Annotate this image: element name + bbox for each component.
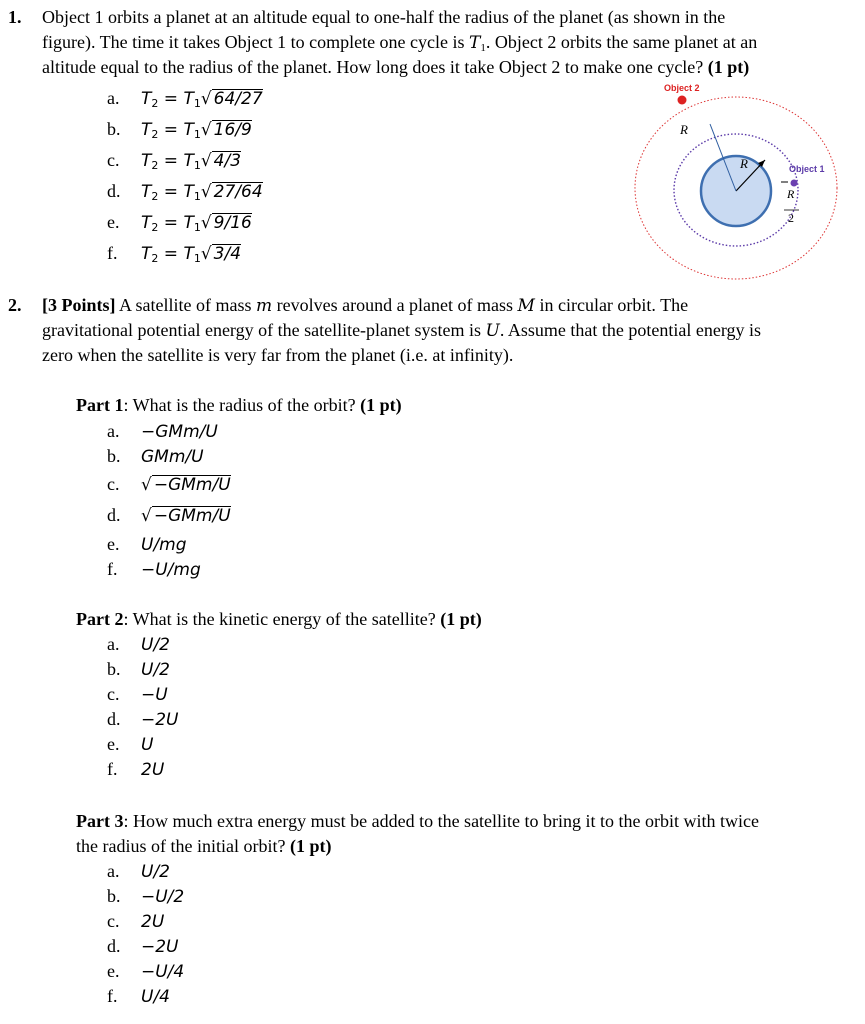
- sqrt-sign: √: [141, 506, 152, 526]
- option-value: −GMm/U: [141, 422, 218, 442]
- answer-option: [107, 859, 170, 884]
- option-value: U/4: [141, 987, 170, 1007]
- sqrt-sign: √: [200, 244, 212, 264]
- orbit-figure: [628, 78, 848, 288]
- option-value: −2U: [141, 710, 179, 730]
- sqrt-sign: √: [200, 213, 212, 233]
- q2-number: 2.: [8, 295, 22, 315]
- option-formula: [141, 89, 263, 109]
- sqrt-sign: √: [200, 89, 212, 109]
- q2-line3: zero when the satellite is very far from the planet (i.e. at infinity).: [42, 345, 514, 365]
- q2-line2: gravitational potential energy of the satellite-planet system is U. Assume that the potential energy is: [42, 320, 761, 341]
- option-value: U/mg: [141, 535, 187, 555]
- formula-mid: = T: [158, 213, 194, 233]
- formula-lhs: T: [141, 244, 152, 264]
- part2-prompt: Part 2: What is the kinetic energy of the satellite? (1 pt): [76, 609, 482, 629]
- option-label: f.: [107, 243, 118, 263]
- formula-lhs: T: [141, 89, 152, 109]
- radicand: 4/3: [213, 151, 242, 171]
- option-value: U: [141, 735, 154, 755]
- answer-option: [107, 472, 231, 497]
- formula-mid: = T: [158, 151, 194, 171]
- formula-mid-sub: 1: [193, 221, 201, 234]
- sqrt-sign: √: [200, 182, 212, 202]
- q1-line2: figure). The time it takes Object 1 to complete one cycle is $T_1$. Object 2 orbits the same planet at an: [42, 32, 758, 54]
- planet-radius-label: R: [740, 156, 748, 171]
- option-label: a.: [107, 421, 120, 441]
- part3-prompt-line1: Part 3: How much extra energy must be added to the satellite to bring it to the orbit with twice: [76, 811, 760, 831]
- option-value: [141, 506, 231, 526]
- option-label: a.: [107, 861, 120, 881]
- option-label: e.: [107, 734, 120, 754]
- q1-option: [107, 241, 241, 271]
- answer-option: [107, 959, 184, 984]
- option-label: e.: [107, 534, 120, 554]
- answer-option: [107, 632, 170, 657]
- q1-option: [107, 179, 263, 209]
- formula-mid-sub: 1: [193, 159, 201, 172]
- option-value: [141, 475, 231, 495]
- option-label: b.: [107, 119, 121, 139]
- formula-lhs-sub: 2: [151, 252, 159, 265]
- option-label: e.: [107, 212, 120, 232]
- sqrt-sign: √: [141, 475, 152, 495]
- outer-radius-label: R: [680, 122, 688, 137]
- answer-option: [107, 557, 201, 582]
- q2-line1: [3 Points] A satellite of mass m revolves around a planet of mass M in circular orbit. The: [42, 295, 689, 316]
- option-label: d.: [107, 181, 121, 201]
- option-label: a.: [107, 634, 120, 654]
- formula-lhs-sub: 2: [151, 221, 159, 234]
- option-formula: [141, 213, 252, 233]
- answer-option: [107, 444, 204, 469]
- radicand: 64/27: [213, 89, 263, 109]
- radicand: 3/4: [213, 244, 242, 264]
- option-value: 2U: [141, 912, 165, 932]
- formula-mid-sub: 1: [193, 252, 201, 265]
- answer-option: [107, 707, 179, 732]
- object2-dot: [678, 96, 687, 105]
- sqrt-sign: √: [200, 151, 212, 171]
- answer-option: [107, 682, 168, 707]
- option-label: b.: [107, 886, 121, 906]
- option-label: c.: [107, 150, 120, 170]
- option-label: a.: [107, 88, 120, 108]
- option-value: 2U: [141, 760, 165, 780]
- answer-option: [107, 984, 170, 1009]
- option-label: f.: [107, 986, 118, 1006]
- answer-option: [107, 503, 231, 528]
- q1-option: [107, 210, 252, 240]
- option-formula: [141, 182, 263, 202]
- formula-lhs: T: [141, 213, 152, 233]
- formula-lhs-sub: 2: [151, 97, 159, 110]
- option-value: U/2: [141, 660, 170, 680]
- option-label: c.: [107, 474, 120, 494]
- answer-option: [107, 419, 218, 444]
- q1-option: [107, 148, 241, 178]
- half-radius-numerator: R: [787, 187, 795, 201]
- option-formula: [141, 244, 241, 264]
- formula-lhs-sub: 2: [151, 159, 159, 172]
- option-label: e.: [107, 961, 120, 981]
- option-label: f.: [107, 559, 118, 579]
- answer-option: [107, 657, 170, 682]
- part3-prompt-line2: the radius of the initial orbit? (1 pt): [76, 836, 332, 856]
- formula-mid: = T: [158, 244, 194, 264]
- formula-lhs: T: [141, 151, 152, 171]
- formula-mid-sub: 1: [193, 190, 201, 203]
- half-radius-denominator: 2: [788, 211, 794, 225]
- answer-option: [107, 909, 164, 934]
- option-formula: [141, 120, 252, 140]
- formula-lhs: T: [141, 120, 152, 140]
- option-value: −U: [141, 685, 168, 705]
- object1-dot: [791, 180, 798, 187]
- q1-option: [107, 86, 263, 116]
- q1-line3: altitude equal to the radius of the planet. How long does it take Object 2 to make one cycle? (1 pt): [42, 57, 750, 77]
- object1-label: Object 1: [789, 164, 825, 174]
- option-value: −U/4: [141, 962, 185, 982]
- formula-lhs: T: [141, 182, 152, 202]
- answer-option: [107, 532, 187, 557]
- option-label: d.: [107, 505, 121, 525]
- radicand: 16/9: [213, 120, 252, 140]
- formula-mid-sub: 1: [193, 128, 201, 141]
- formula-lhs-sub: 2: [151, 190, 159, 203]
- option-label: b.: [107, 446, 121, 466]
- option-value: GMm/U: [141, 447, 204, 467]
- option-value: U/2: [141, 862, 170, 882]
- answer-option: [107, 884, 184, 909]
- formula-mid: = T: [158, 89, 194, 109]
- radicand: 9/16: [213, 213, 252, 233]
- option-formula: [141, 151, 241, 171]
- option-label: f.: [107, 759, 118, 779]
- answer-option: [107, 757, 164, 782]
- sqrt-sign: √: [200, 120, 212, 140]
- formula-lhs-sub: 2: [151, 128, 159, 141]
- answer-option: [107, 934, 179, 959]
- formula-mid: = T: [158, 120, 194, 140]
- option-value: −2U: [141, 937, 179, 957]
- formula-mid-sub: 1: [193, 97, 201, 110]
- q1-option: [107, 117, 252, 147]
- option-label: d.: [107, 936, 121, 956]
- object2-label: Object 2: [664, 83, 700, 93]
- radicand: −GMm/U: [153, 475, 231, 495]
- part1-prompt: Part 1: What is the radius of the orbit? (1 pt): [76, 395, 402, 415]
- option-label: c.: [107, 911, 120, 931]
- radicand: −GMm/U: [153, 506, 231, 526]
- radicand: 27/64: [213, 182, 263, 202]
- option-value: −U/2: [141, 887, 185, 907]
- option-label: c.: [107, 684, 120, 704]
- option-value: U/2: [141, 635, 170, 655]
- option-value: −U/mg: [141, 560, 201, 580]
- answer-option: [107, 732, 153, 757]
- q1-number: 1.: [8, 7, 22, 27]
- formula-mid: = T: [158, 182, 194, 202]
- option-label: d.: [107, 709, 121, 729]
- option-label: b.: [107, 659, 121, 679]
- q1-line1: Object 1 orbits a planet at an altitude equal to one-half the radius of the planet (as shown in the: [42, 7, 726, 27]
